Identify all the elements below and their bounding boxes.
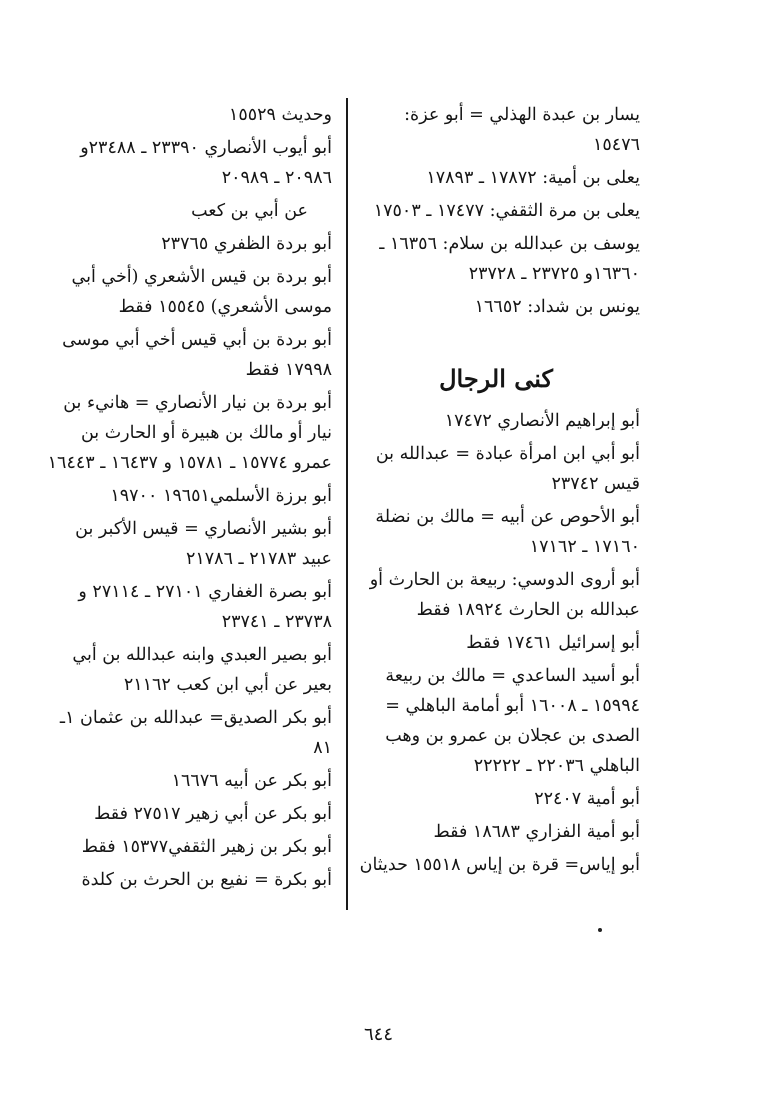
index-entry: أبو أروى الدوسي: ربيعة بن الحارث أو عبدالله بن الحارث ١٨٩٢٤ فقط <box>369 570 640 620</box>
index-entry: أبو بردة بن قيس الأشعري (أخي أبي موسى الأشعري) ١٥٥٤٥ فقط <box>71 267 332 317</box>
ink-dot <box>598 928 602 932</box>
index-entry: أبو بصرة الغفاري ٢٧١٠١ ـ ٢٧١١٤ و ٢٣٧٣٨ ـ ٢٣٧٤١ <box>78 582 332 632</box>
index-entry: وحديث ١٥٥٢٩ <box>228 105 332 125</box>
index-entry: أبو بكر عن أبيه ١٦٦٧٦ <box>171 771 332 791</box>
index-entry: أبو أمية ٢٢٤٠٧ <box>534 789 640 809</box>
index-entry: يونس بن شداد: ١٦٦٥٢ <box>474 297 640 317</box>
index-entry: أبو بردة بن أبي قيس أخي أبي موسى ١٧٩٩٨ فقط <box>62 330 332 380</box>
column-divider <box>346 98 348 910</box>
index-entry: أبو أبي ابن امرأة عبادة = عبدالله بن قيس ٢٣٧٤٢ <box>375 444 640 494</box>
index-entry: أبو إياس= قرة بن إياس ١٥٥١٨ حديثان <box>359 855 640 875</box>
index-entry: أبو أسيد الساعدي = مالك بن ربيعة ١٥٩٩٤ ـ ١٦٠٠٨ أبو أمامة الباهلي = الصدى بن عجلان بن عمرو بن وهب الباهلي ٢٢٠٣٦ ـ ٢٢٢٢٢ <box>385 666 640 776</box>
index-entry: أبو بردة بن نيار الأنصاري = هانيء بن نيار أو مالك بن هبيرة أو الحارث بن عمرو ١٥٧٧٤ ـ ١٥٧٨١ و ١٦٤٣٧ ـ ١٦٤٤٣ <box>47 393 332 473</box>
index-entry: يعلى بن أمية: ١٧٨٧٢ ـ ١٧٨٩٣ <box>426 168 640 188</box>
index-entry: أبو بصير العبدي وابنه عبدالله بن أبي بعير عن أبي ابن كعب ٢١١٦٢ <box>72 645 332 695</box>
index-entry: عن أبي بن كعب <box>191 201 308 221</box>
index-entry: أبو أمية الفزاري ١٨٦٨٣ فقط <box>433 822 640 842</box>
index-entry: أبو إسرائيل ١٧٤٦١ فقط <box>466 633 640 653</box>
left-column <box>44 100 332 898</box>
index-entry: أبو بشير الأنصاري = قيس الأكبر بن عبيد ٢١٧٨٣ ـ ٢١٧٨٦ <box>75 519 332 569</box>
right-column <box>352 100 640 883</box>
index-entry: أبو إبراهيم الأنصاري ١٧٤٧٢ <box>444 411 640 431</box>
index-entry: يعلى بن مرة الثقفي: ١٧٤٧٧ ـ ١٧٥٠٣ <box>373 201 640 221</box>
index-entry: أبو بكرة = نفيع بن الحرث بن كلدة <box>81 870 332 890</box>
page-number: ٦٤٤ <box>363 1024 393 1045</box>
index-entry: أبو برزة الأسلمي١٩٦٥١ ١٩٧٠٠ <box>110 486 332 506</box>
index-entry: يوسف بن عبدالله بن سلام: ١٦٣٥٦ ـ ١٦٣٦٠و ٢٣٧٢٥ ـ ٢٣٧٢٨ <box>379 234 640 284</box>
index-entry: أبو الأحوص عن أبيه = مالك بن نضلة ١٧١٦٠ ـ ١٧١٦٢ <box>375 507 640 557</box>
index-entry: أبو بكر الصديق= عبدالله بن عثمان ١ـ ٨١ <box>59 708 332 758</box>
index-entry: أبو بكر بن زهير الثقفي١٥٣٧٧ فقط <box>81 837 332 857</box>
index-entry: أبو أيوب الأنصاري ٢٣٣٩٠ ـ ٢٣٤٨٨و ٢٠٩٨٦ ـ ٢٠٩٨٩ <box>80 138 332 188</box>
index-entry: أبو بردة الظفري ٢٣٧٦٥ <box>161 234 332 254</box>
section-heading: كنى الرجال <box>439 364 553 393</box>
index-entry: يسار بن عبدة الهذلي = أبو عزة: ١٥٤٧٦ <box>404 105 640 155</box>
index-entry: أبو بكر عن أبي زهير ٢٧٥١٧ فقط <box>94 804 332 824</box>
